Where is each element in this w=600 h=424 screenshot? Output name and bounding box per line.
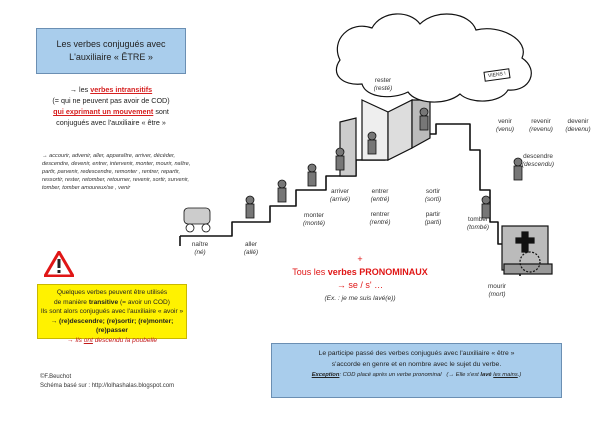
avoir-line-1: Quelques verbes peuvent être utilisés [56,289,168,296]
verb-monter-inf: monter [304,212,324,219]
verb-tomber-inf: tomber [468,216,488,223]
verb-partir-pp: (parti) [424,219,442,226]
avoir-l2-suffix: (= avoir un COD) [118,298,170,306]
avoir-transitive: transitive [88,298,119,306]
exception-end: .) [517,372,522,378]
verb-mourir [480,283,514,299]
verb-rester-pp: (resté) [373,85,393,92]
verb-tomber [460,216,496,232]
cloud-sign: VIENS ! [483,68,510,81]
verb-rentrer [360,211,400,227]
title-line-2: L'auxiliaire « ÊTRE » [69,52,153,62]
verb-devenir-inf: devenir [567,118,589,125]
verb-entrer-inf: entrer [371,188,389,195]
verb-descendre [516,153,560,169]
verb-revenir [524,118,558,134]
verb-rentrer-pp: (rentré) [369,219,391,226]
verb-sortir-inf: sortir [425,188,441,195]
verb-rester-inf: rester [374,77,392,84]
verb-revenir-pp: (revenu) [529,126,553,133]
intro-sont: sont [153,107,169,116]
movement-label: qui exprimant un mouvement [53,107,154,116]
verb-arriver-inf: arriver [330,188,350,195]
avoir-ex-ont: ont [83,336,93,344]
exception-label: Exception [311,372,340,378]
pron-example: (Ex. : je me suis lavé(e)) [324,295,396,302]
verb-devenir [560,118,596,134]
source: Schéma basé sur : http://lolhashalas.blogspot.com [40,383,175,389]
pron-bold: verbes PRONOMINAUX [327,267,428,277]
verb-devenir-pp: (devenu) [565,126,591,133]
avoir-line-3: Ils sont alors conjugués avec l'auxiliaire « avoir » [40,308,184,315]
exception-lave: lavé [480,372,492,378]
avoir-ex-suffix: descendu la poubelle [92,336,158,344]
verb-venir-pp: (venu) [495,126,515,133]
plus-sign: + [357,254,363,264]
verb-mourir-pp: (mort) [488,291,506,298]
verb-naitre-inf: naître [191,241,209,248]
agreement-line-1: Le participe passé des verbes conjugués avec l'auxiliaire « être » [318,350,515,357]
author: ©F.Beuchot [40,374,72,380]
avoir-l2-prefix: de manière [53,298,89,306]
verb-sortir [416,188,450,204]
title-line-1: Les verbes conjugués avec [56,39,166,49]
pron-prefix: Tous les [292,267,328,277]
verb-rester [366,77,400,93]
intro-aux-note: conjugués avec l'auxiliaire « être » [56,118,166,127]
verb-monter [296,212,332,228]
verb-venir-inf: venir [498,118,512,125]
verb-entrer [362,188,398,204]
verb-list: → accourir, advenir, aller, apparaître, arriver, décéder, descendre, devenir, entrer, intervenir, monter, mourir, naître, partir, parvenir, redescendre, remonter , rentrer, repartir, ressortir, rester, retomber, retourner, revenir, sortir, survenir, tomber, tomber amoureux/se , venir [42,153,191,191]
verb-partir-inf: partir [425,211,441,218]
verb-aller-pp: (allé) [243,249,259,256]
agreement-exception [272,370,561,381]
verb-venir [490,118,520,134]
exception-les-mains: les mains [493,372,518,378]
verb-naitre [183,241,217,257]
arrow: → [69,85,78,94]
intransitive-label: verbes intransitifs [90,85,153,94]
verb-entrer-pp: (entré) [370,196,390,203]
verb-monter-pp: (monté) [302,220,326,227]
verb-mourir-inf: mourir [487,283,507,290]
verb-partir [416,211,450,227]
verb-aller [234,241,268,257]
verb-descendre-pp: (descendu) [522,161,554,168]
verb-naitre-pp: (né) [194,249,206,256]
agreement-line-2: s'accorde en genre et en nombre avec le sujet du verbe. [331,361,502,368]
agreement-box [271,343,562,398]
pron-se: → se / s' … [336,280,384,290]
avoir-ex-prefix: → Ils [66,336,84,344]
intro-cod-note: (= qui ne peuvent pas avoir de COD) [52,96,170,105]
verb-tomber-pp: (tombé) [466,224,490,231]
intro-prefix: les [79,85,91,94]
verb-revenir-inf: revenir [531,118,551,125]
verb-arriver-pp: (arrivé) [329,196,351,203]
avoir-verbs: → (re)descendre; (re)sortir; (re)monter; (re)passer [50,317,174,334]
warning-icon [44,251,74,277]
verb-descendre-inf: descendre [523,153,553,160]
credit [40,373,174,391]
verb-rentrer-inf: rentrer [370,211,390,218]
exception-text: : COD placé après un verbe pronominal [339,372,442,378]
tombstone [502,226,552,274]
verb-aller-inf: aller [244,241,258,248]
exception-example-start: (→ Elle s'est [446,372,481,378]
verb-arriver [322,188,358,204]
verb-sortir-pp: (sorti) [424,196,442,203]
